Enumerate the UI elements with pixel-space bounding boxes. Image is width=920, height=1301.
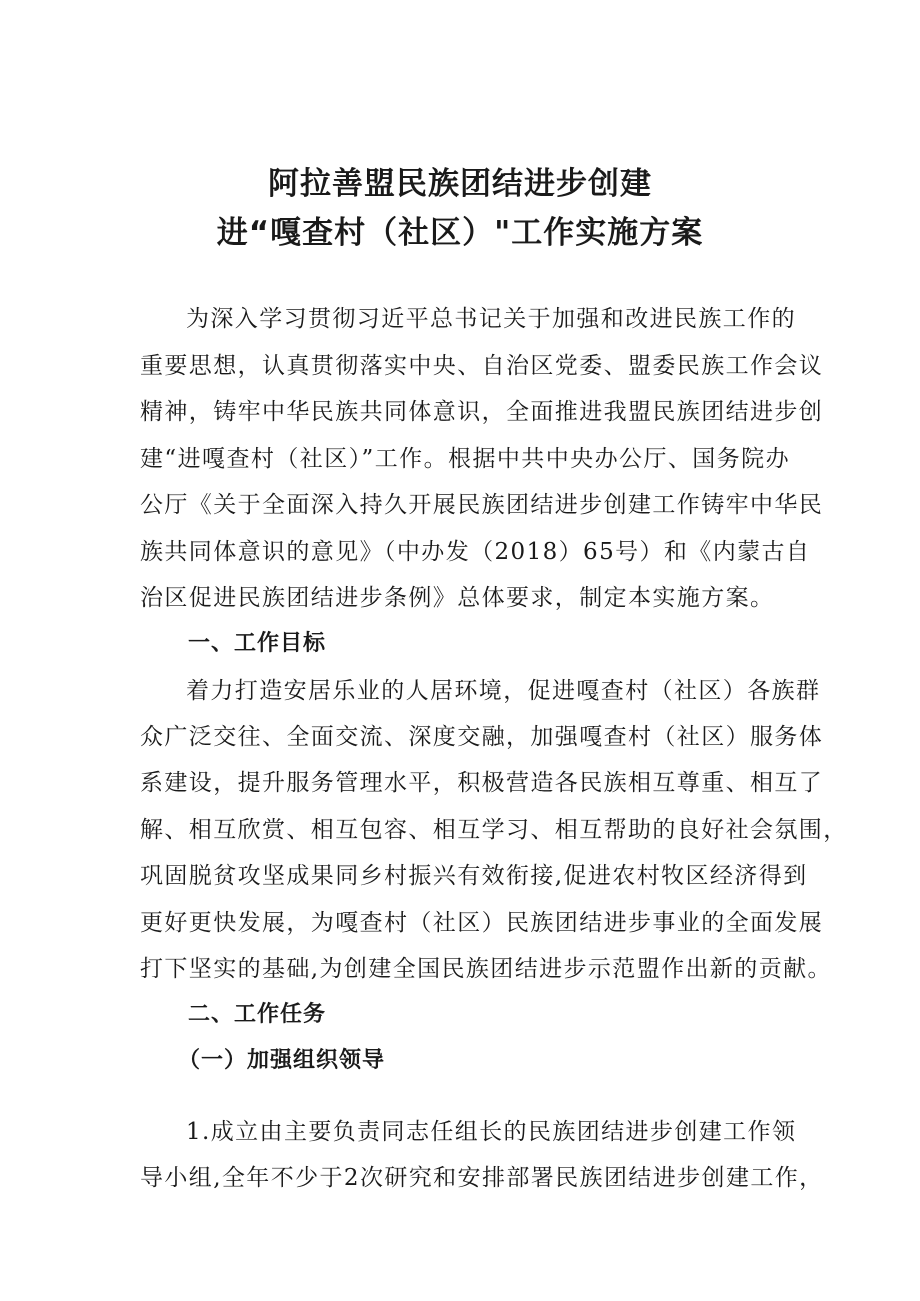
- goals-paragraph-line: 系建设，提升服务管理水平，积极营造各民族相互尊重、相互了: [140, 770, 824, 796]
- intro-paragraph-line: 重要思想，认真贯彻落实中央、自治区党委、盟委民族工作会议: [140, 353, 824, 379]
- goals-paragraph-line: 众广泛交往、全面交流、深度交融，加强嘎查村（社区）服务体: [140, 724, 824, 750]
- goals-paragraph-line: 打下坚实的基础,为创建全国民族团结进步示范盟作出新的贡献。: [140, 956, 832, 982]
- intro-paragraph-line: 治区促进民族团结进步条例》总体要求，制定本实施方案。: [140, 585, 775, 611]
- intro-paragraph-line: 公厅《关于全面深入持久开展民族团结进步创建工作铸牢中华民: [140, 492, 824, 518]
- goals-paragraph-line: 巩固脱贫攻坚成果同乡村振兴有效衔接,促进农村牧区经济得到: [140, 863, 808, 889]
- goals-paragraph-line: 解、相互欣赏、相互包容、相互学习、相互帮助的良好社会氛围，: [140, 817, 848, 843]
- document-title-line-1: 阿拉善盟民族团结进步创建: [268, 166, 652, 202]
- goals-paragraph-line: 更好更快发展，为嘎查村（社区）民族团结进步事业的全面发展: [140, 910, 824, 936]
- section-heading-tasks: 二、工作任务: [188, 1002, 327, 1027]
- intro-paragraph-line: 族共同体意识的意见》（中办发（2018）65号）和《内蒙古自: [140, 539, 811, 565]
- section-heading-goals: 一、工作目标: [188, 631, 327, 656]
- goals-paragraph-line: 着力打造安居乐业的人居环境，促进嘎查村（社区）各族群: [186, 678, 821, 704]
- intro-paragraph-line: 为深入学习贯彻习近平总书记关于加强和改进民族工作的: [186, 306, 796, 332]
- intro-paragraph-line: 精神，铸牢中华民族共同体意识，全面推进我盟民族团结进步创: [140, 399, 824, 425]
- item-1-line: 1.成立由主要负责同志任组长的民族团结进步创建工作领: [186, 1119, 797, 1145]
- document-title-line-2: 进“嘎查村（社区）"工作实施方案: [216, 215, 704, 251]
- subsection-heading-organization: （一）加强组织领导: [178, 1048, 386, 1073]
- intro-paragraph-line: 建“进嘎查村（社区）”工作。根据中共中央办公厅、国务院办: [140, 446, 790, 472]
- item-1-line: 导小组,全年不少于2次研究和安排部署民族团结进步创建工作，: [140, 1165, 824, 1191]
